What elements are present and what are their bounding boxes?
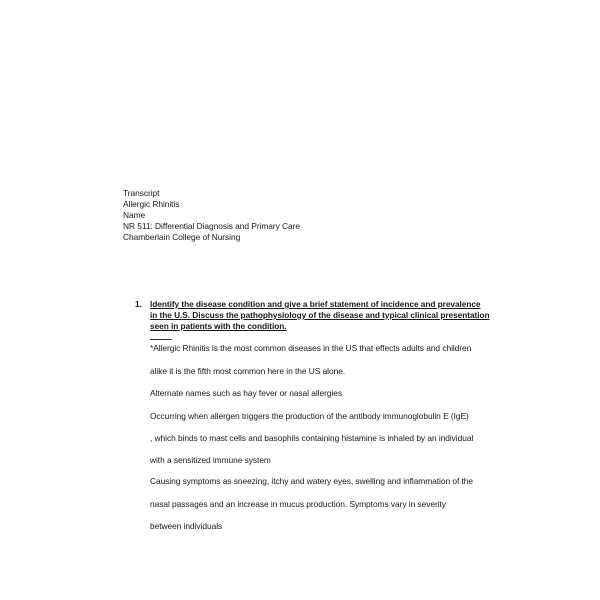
answer-line-5: , which binds to mast cells and basophils containing histamine is inhaled by an individual	[150, 433, 474, 443]
question-line-2: in the U.S. Discuss the pathophysiology of the disease and typical clinical presentation	[150, 310, 490, 320]
answer-line-6: with a sensitized immune system	[150, 455, 271, 465]
course-title: NR 511: Differential Diagnosis and Primary Care	[123, 221, 301, 231]
answer-line-4: Occurring when allergen triggers the production of the antibody immunoglobulin E (IgE)	[150, 411, 469, 421]
doc-type-label: Transcript	[123, 188, 160, 198]
question-number: 1.	[135, 299, 142, 309]
answer-line-7: Causing symptoms as sneezing, itchy and watery eyes, swelling and inflammation of the	[150, 476, 474, 486]
question-line-3: seen in patients with the condition.	[150, 321, 287, 331]
answer-line-1: *Allergic Rhinitis is the most common diseases in the US that effects adults and children	[150, 343, 472, 353]
separator-rule	[150, 339, 172, 340]
institution-name: Chamberlain College of Nursing	[123, 232, 241, 242]
question-line-1: Identify the disease condition and give a brief statement of incidence and prevalence	[150, 299, 481, 309]
answer-line-3: Alternate names such as hay fever or nasal allergies	[150, 388, 342, 398]
answer-line-2: alike it is the fifth most common here in the US alone.	[150, 366, 346, 376]
answer-line-8: nasal passages and an increase in mucus production. Symptoms vary in severity	[150, 499, 446, 509]
author-name: Name	[123, 210, 146, 220]
answer-line-9: between individuals	[150, 521, 223, 531]
doc-topic: Allergic Rhinitis	[123, 199, 180, 209]
